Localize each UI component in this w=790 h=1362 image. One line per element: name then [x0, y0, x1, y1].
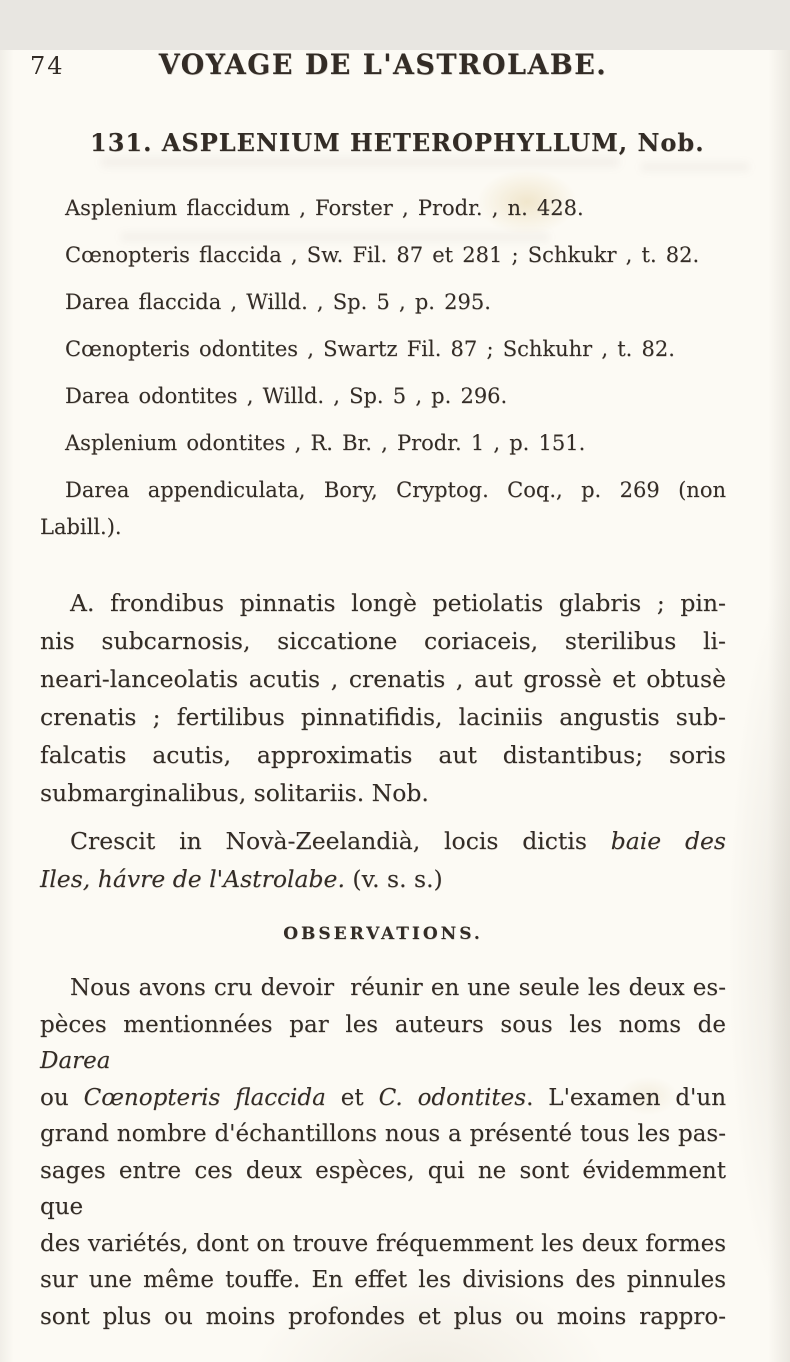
- text-run: Darea odontites , Willd. , Sp. 5 , p. 296.: [65, 384, 508, 408]
- text-line: [40, 240, 726, 270]
- text-line: [40, 287, 726, 317]
- text-run: ou: [40, 1084, 84, 1111]
- text-line: [40, 660, 726, 698]
- synonymy-list: [40, 193, 726, 542]
- text-line: [40, 822, 726, 860]
- text-line: [40, 475, 726, 505]
- text-run: Darea appendiculata, Bory, Cryptog. Coq., p. 269 (non: [65, 478, 726, 502]
- text-line: [40, 1299, 726, 1336]
- text-line: [40, 736, 726, 774]
- text-line: [40, 622, 726, 660]
- text-run: sont plus ou moins profondes et plus ou moins rappro-: [40, 1303, 726, 1330]
- text-run: Cœnopteris odontites , Swartz Fil. 87 ; Schkuhr , t. 82.: [65, 337, 675, 361]
- text-run: sur une même touffe. En effet les divisions des pinnules: [40, 1267, 726, 1293]
- text-line: [40, 428, 726, 458]
- text-line: [40, 970, 726, 1007]
- text-run: Labill.).: [40, 515, 122, 539]
- text-line: [40, 1116, 726, 1153]
- text-run: A. frondibus pinnatis longè petiolatis glabris ; pin-: [70, 589, 726, 617]
- text-run: sages entre ces deux espèces, qui ne sont évidemment que: [40, 1157, 734, 1220]
- text-line: [40, 774, 726, 812]
- species-heading: 131. ASPLENIUM HETEROPHYLLUM, Nob.: [90, 128, 705, 157]
- text-run: Asplenium flaccidum , Forster , Prodr. , n. 428.: [65, 196, 584, 220]
- italic-text-run: C. odontites: [378, 1084, 527, 1111]
- text-line: [40, 860, 726, 898]
- text-run: des variétés, dont on trouve fréquemment les deux formes: [40, 1230, 726, 1257]
- text-run: Crescit in Novà-Zeelandià, locis dictis: [70, 827, 611, 855]
- page-header: [30, 49, 726, 84]
- habitat-paragraph: [40, 822, 726, 898]
- text-run: crenatis ; fertilibus pinnatifidis, laciniis angustis sub-: [40, 703, 726, 731]
- text-line: [40, 584, 726, 622]
- text-line: [40, 1153, 734, 1226]
- italic-text-run: baie des: [610, 827, 726, 855]
- page-content: [0, 50, 790, 1335]
- observations-paragraph: [40, 970, 734, 1335]
- text-run: Cœnopteris flaccida , Sw. Fil. 87 et 281 ; Schkukr , t. 82.: [65, 243, 700, 267]
- text-run: Asplenium odontites , R. Br. , Prodr. 1 , p. 151.: [65, 431, 586, 455]
- text-line: [40, 334, 726, 364]
- italic-text-run: Iles, hávre de l'Astrolabe.: [40, 865, 345, 893]
- text-run: falcatis acutis, approximatis aut distantibus; soris: [40, 741, 726, 769]
- text-run: Darea flaccida , Willd. , Sp. 5 , p. 295.: [65, 290, 491, 314]
- italic-text-run: Cœnopteris flaccida: [83, 1084, 326, 1111]
- running-title: VOYAGE DE L'ASTROLABE.: [158, 49, 608, 82]
- text-line: [40, 1262, 726, 1299]
- diagnosis-paragraph: [40, 584, 726, 812]
- text-line: [40, 1080, 726, 1117]
- text-run: et: [325, 1084, 379, 1111]
- text-line: [40, 698, 726, 736]
- text-line: [40, 381, 726, 411]
- text-run: grand nombre d'échantillons nous a présenté tous les pas-: [40, 1121, 726, 1147]
- text-line: [40, 1007, 734, 1080]
- text-run: submarginalibus, solitariis. Nob.: [40, 779, 429, 807]
- book-page-scan: [0, 50, 790, 1362]
- text-run: pèces mentionnées par les auteurs sous les noms de: [40, 1011, 734, 1038]
- italic-text-run: Darea: [40, 1048, 111, 1074]
- text-run: . L'examen d'un: [526, 1084, 727, 1111]
- page-number: 74: [30, 52, 65, 80]
- text-run: neari-lanceolatis acutis , crenatis , aut grossè et obtusè: [40, 665, 726, 693]
- text-line: [40, 1226, 726, 1263]
- text-run: (v. s. s.): [344, 865, 443, 893]
- observations-heading: OBSERVATIONS.: [283, 924, 483, 944]
- text-line: [40, 193, 726, 223]
- text-run: nis subcarnosis, siccatione coriaceis, sterilibus li-: [40, 627, 726, 655]
- text-run: Nous avons cru devoir réunir en une seule les deux es-: [70, 975, 726, 1001]
- text-line: [40, 512, 726, 542]
